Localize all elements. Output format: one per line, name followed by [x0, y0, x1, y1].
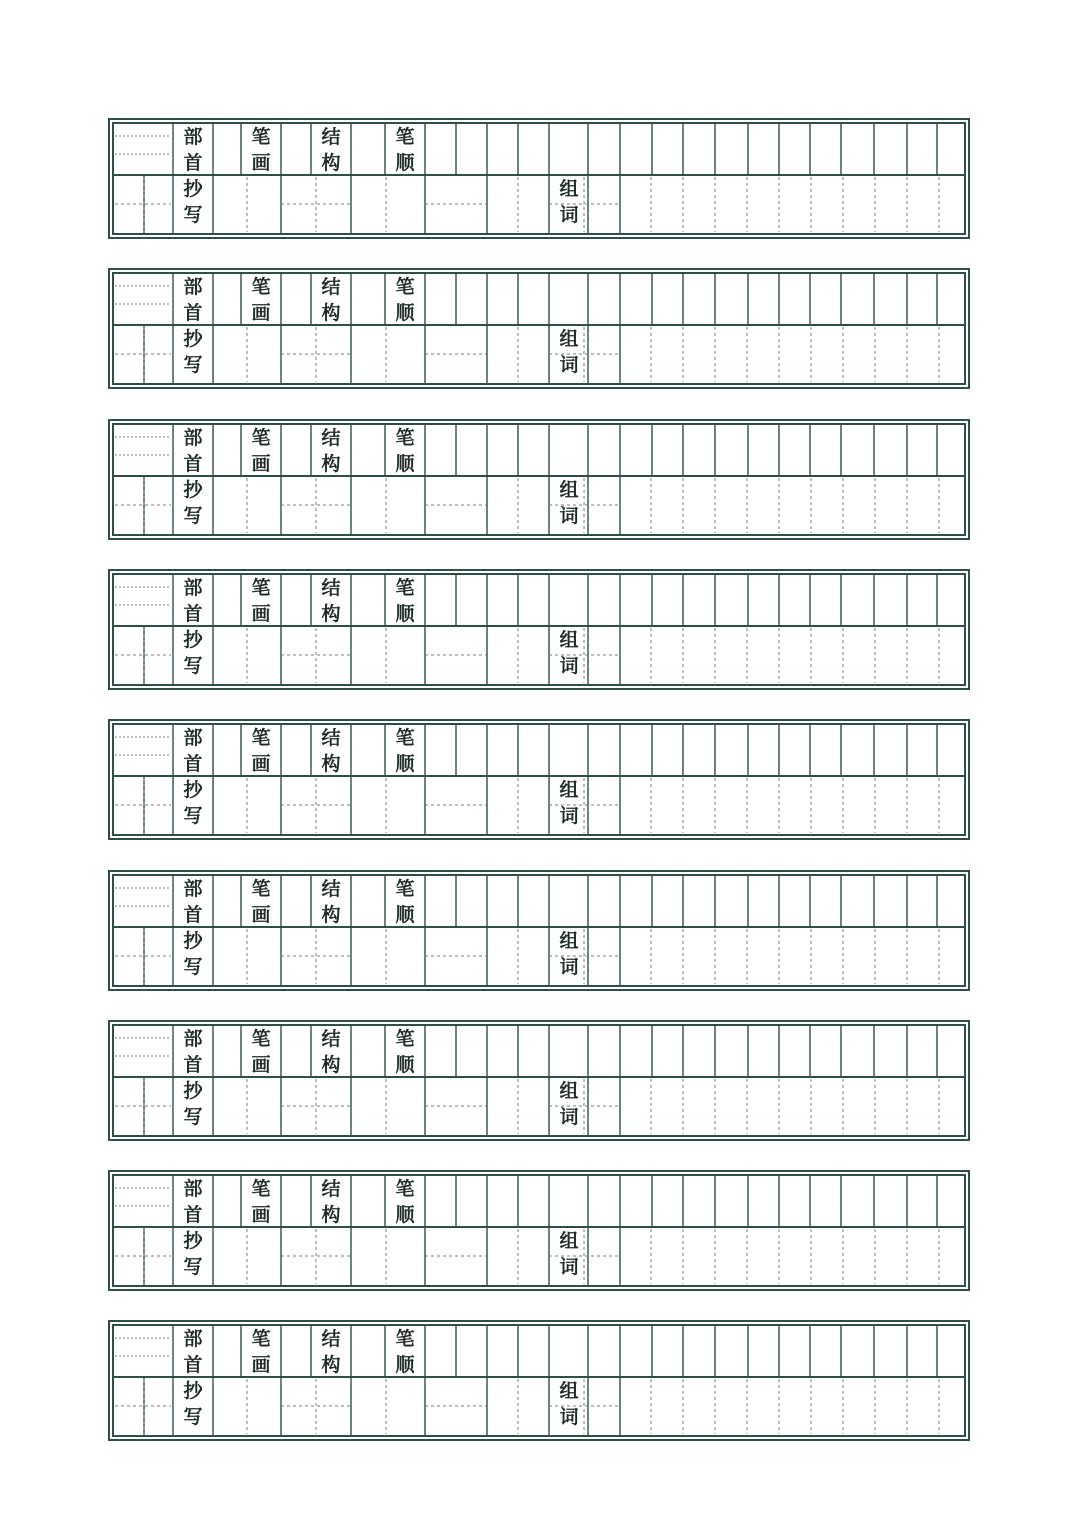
character-card — [108, 569, 970, 690]
label-stroke-order-char: 顺 — [395, 152, 415, 174]
label-copy-char: 写 — [183, 654, 203, 677]
card-grid — [108, 1170, 970, 1291]
label-copy-char: 写 — [183, 354, 203, 377]
label-stroke-order-char: 笔 — [395, 126, 415, 148]
label-radical-char: 部 — [183, 1027, 203, 1050]
label-radical-char: 部 — [183, 877, 203, 900]
label-stroke-order — [385, 876, 425, 928]
label-copy-char: 写 — [183, 1256, 203, 1279]
label-strokes-char: 画 — [251, 903, 271, 926]
label-words-char: 词 — [559, 504, 579, 527]
label-strokes-char: 笔 — [251, 426, 271, 449]
label-copy-char: 抄 — [183, 628, 203, 651]
label-strokes-char: 笔 — [251, 126, 271, 148]
label-stroke-order-char: 笔 — [395, 426, 415, 449]
label-words-char: 词 — [559, 805, 579, 828]
label-stroke-order-char: 笔 — [395, 1178, 415, 1201]
label-structure-char: 结 — [321, 576, 341, 599]
label-copy — [173, 176, 213, 228]
label-copy-char: 抄 — [183, 328, 203, 351]
label-strokes — [241, 425, 281, 477]
card-grid — [108, 118, 970, 239]
label-words-char: 词 — [559, 354, 579, 377]
label-copy-char: 写 — [183, 1406, 203, 1429]
label-structure-char: 结 — [321, 1027, 341, 1050]
label-strokes — [241, 876, 281, 928]
label-words-char: 组 — [559, 628, 579, 651]
label-strokes — [241, 274, 281, 326]
label-structure-char: 构 — [321, 602, 341, 625]
label-radical-char: 首 — [183, 1354, 203, 1377]
label-structure — [311, 425, 351, 477]
label-radical — [173, 274, 213, 326]
label-copy-char: 写 — [183, 504, 203, 527]
label-radical — [173, 725, 213, 777]
label-structure-char: 结 — [321, 276, 341, 299]
label-words-char: 组 — [559, 478, 579, 501]
label-words-char: 词 — [559, 955, 579, 978]
label-structure — [311, 1026, 351, 1078]
label-strokes-char: 画 — [251, 152, 271, 174]
label-structure-char: 结 — [321, 126, 341, 148]
label-radical-char: 首 — [183, 452, 203, 475]
label-stroke-order-char: 顺 — [395, 602, 415, 625]
label-strokes — [241, 1326, 281, 1378]
label-words — [549, 1378, 589, 1430]
label-stroke-order — [385, 274, 425, 326]
label-strokes-char: 画 — [251, 1204, 271, 1227]
label-words — [549, 1228, 589, 1280]
label-strokes-char: 笔 — [251, 1178, 271, 1201]
label-stroke-order-char: 顺 — [395, 1204, 415, 1227]
character-card — [108, 870, 970, 991]
label-structure-char: 结 — [321, 727, 341, 750]
label-structure-char: 结 — [321, 877, 341, 900]
label-structure-char: 构 — [321, 1354, 341, 1377]
label-copy — [173, 477, 213, 529]
label-stroke-order-char: 笔 — [395, 1027, 415, 1050]
label-radical-char: 部 — [183, 1178, 203, 1201]
label-words-char: 词 — [559, 654, 579, 677]
label-words-char: 词 — [559, 1256, 579, 1279]
label-stroke-order — [385, 1026, 425, 1078]
label-copy-char: 抄 — [183, 1380, 203, 1403]
label-radical-char: 首 — [183, 302, 203, 325]
card-grid — [108, 719, 970, 840]
label-radical — [173, 876, 213, 928]
label-copy — [173, 1228, 213, 1280]
label-stroke-order-char: 笔 — [395, 576, 415, 599]
label-strokes-char: 笔 — [251, 877, 271, 900]
label-strokes-char: 笔 — [251, 1328, 271, 1351]
label-radical — [173, 1326, 213, 1378]
label-structure-char: 构 — [321, 1204, 341, 1227]
character-card — [108, 1170, 970, 1291]
label-structure — [311, 1326, 351, 1378]
label-structure-char: 结 — [321, 1178, 341, 1201]
label-words — [549, 176, 589, 228]
label-stroke-order — [385, 725, 425, 777]
label-copy-char: 抄 — [183, 178, 203, 200]
label-radical-char: 首 — [183, 602, 203, 625]
label-copy — [173, 928, 213, 980]
label-strokes-char: 画 — [251, 753, 271, 776]
label-copy — [173, 627, 213, 679]
label-words — [549, 777, 589, 829]
label-strokes-char: 画 — [251, 302, 271, 325]
label-structure — [311, 575, 351, 627]
label-copy-char: 抄 — [183, 478, 203, 501]
label-radical-char: 首 — [183, 1204, 203, 1227]
label-copy-char: 抄 — [183, 1079, 203, 1102]
label-words-char: 组 — [559, 929, 579, 952]
label-stroke-order-char: 顺 — [395, 302, 415, 325]
label-stroke-order-char: 顺 — [395, 1053, 415, 1076]
label-strokes — [241, 1176, 281, 1228]
label-structure-char: 构 — [321, 1053, 341, 1076]
label-radical — [173, 124, 213, 176]
label-strokes-char: 画 — [251, 1053, 271, 1076]
label-words — [549, 326, 589, 378]
label-strokes — [241, 725, 281, 777]
label-radical — [173, 1026, 213, 1078]
character-card — [108, 268, 970, 389]
label-words — [549, 1078, 589, 1130]
card-grid — [108, 1020, 970, 1141]
label-strokes-char: 笔 — [251, 576, 271, 599]
label-strokes — [241, 124, 281, 176]
label-words-char: 词 — [559, 1406, 579, 1429]
label-structure-char: 构 — [321, 302, 341, 325]
label-copy-char: 抄 — [183, 779, 203, 802]
label-strokes-char: 画 — [251, 1354, 271, 1377]
label-copy-char: 写 — [183, 955, 203, 978]
label-radical-char: 首 — [183, 753, 203, 776]
label-strokes-char: 画 — [251, 452, 271, 475]
label-stroke-order — [385, 1176, 425, 1228]
label-words-char: 词 — [559, 1105, 579, 1128]
label-radical-char: 首 — [183, 903, 203, 926]
label-copy-char: 抄 — [183, 1230, 203, 1253]
label-copy — [173, 1378, 213, 1430]
label-structure-char: 构 — [321, 152, 341, 174]
card-grid — [108, 1320, 970, 1441]
label-words-char: 组 — [559, 328, 579, 351]
label-words-char: 组 — [559, 779, 579, 802]
label-stroke-order-char: 顺 — [395, 1354, 415, 1377]
label-structure-char: 构 — [321, 903, 341, 926]
character-card — [108, 719, 970, 840]
label-structure — [311, 124, 351, 176]
label-structure — [311, 876, 351, 928]
character-card — [108, 1320, 970, 1441]
label-structure-char: 结 — [321, 426, 341, 449]
label-stroke-order — [385, 1326, 425, 1378]
label-radical-char: 部 — [183, 426, 203, 449]
label-copy-char: 抄 — [183, 929, 203, 952]
label-structure-char: 结 — [321, 1328, 341, 1351]
label-radical-char: 部 — [183, 276, 203, 299]
card-grid — [108, 569, 970, 690]
label-stroke-order — [385, 124, 425, 176]
card-grid — [108, 419, 970, 540]
label-stroke-order-char: 笔 — [395, 1328, 415, 1351]
label-copy-char: 写 — [183, 204, 203, 226]
card-grid — [108, 870, 970, 991]
label-radical-char: 首 — [183, 152, 203, 174]
label-stroke-order — [385, 425, 425, 477]
label-structure-char: 构 — [321, 753, 341, 776]
card-grid — [108, 268, 970, 389]
label-strokes — [241, 1026, 281, 1078]
label-strokes-char: 画 — [251, 602, 271, 625]
label-radical-char: 部 — [183, 576, 203, 599]
label-radical — [173, 425, 213, 477]
label-stroke-order-char: 笔 — [395, 276, 415, 299]
label-stroke-order-char: 顺 — [395, 452, 415, 475]
label-stroke-order-char: 笔 — [395, 877, 415, 900]
character-card — [108, 419, 970, 540]
label-structure-char: 构 — [321, 452, 341, 475]
label-copy — [173, 1078, 213, 1130]
label-radical — [173, 1176, 213, 1228]
character-card — [108, 1020, 970, 1141]
label-words-char: 词 — [559, 204, 579, 226]
label-stroke-order — [385, 575, 425, 627]
label-structure — [311, 725, 351, 777]
label-strokes — [241, 575, 281, 627]
label-strokes-char: 笔 — [251, 727, 271, 750]
label-copy — [173, 777, 213, 829]
label-radical-char: 首 — [183, 1053, 203, 1076]
label-stroke-order-char: 笔 — [395, 727, 415, 750]
label-words-char: 组 — [559, 1380, 579, 1403]
label-words-char: 组 — [559, 1230, 579, 1253]
label-copy-char: 写 — [183, 1105, 203, 1128]
label-words — [549, 627, 589, 679]
label-words-char: 组 — [559, 178, 579, 200]
label-structure — [311, 274, 351, 326]
label-strokes-char: 笔 — [251, 276, 271, 299]
label-stroke-order-char: 顺 — [395, 903, 415, 926]
label-radical-char: 部 — [183, 727, 203, 750]
label-words — [549, 928, 589, 980]
label-words-char: 组 — [559, 1079, 579, 1102]
label-structure — [311, 1176, 351, 1228]
label-stroke-order-char: 顺 — [395, 753, 415, 776]
label-radical-char: 部 — [183, 126, 203, 148]
label-strokes-char: 笔 — [251, 1027, 271, 1050]
label-copy — [173, 326, 213, 378]
character-card — [108, 118, 970, 239]
label-words — [549, 477, 589, 529]
label-radical — [173, 575, 213, 627]
label-radical-char: 部 — [183, 1328, 203, 1351]
label-copy-char: 写 — [183, 805, 203, 828]
